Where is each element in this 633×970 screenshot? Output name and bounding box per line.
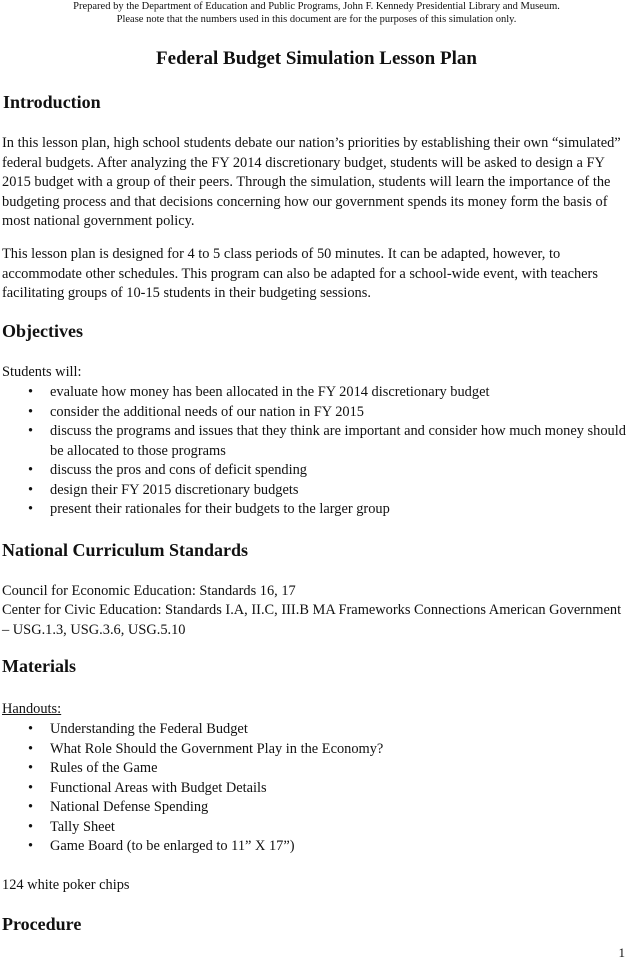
list-item: • design their FY 2015 discretionary budgets [2,481,627,501]
bullet-icon: • [28,384,34,400]
page-number: 1 [618,945,625,960]
list-item: • Functional Areas with Budget Details [2,779,627,799]
document-title: Federal Budget Simulation Lesson Plan [156,48,477,69]
list-item: • National Defense Spending [2,798,627,818]
standards-line-2: Center for Civic Education: Standards I.A, II.C, III.B MA Frameworks Connections American Government – USG.1.3, USG.3.6, USG.5.10 [2,602,622,638]
bullet-icon: • [28,799,34,815]
standards-heading: National Curriculum Standards [2,540,249,560]
list-item: • consider the additional needs of our nation in FY 2015 [2,403,627,423]
bullet-icon: • [28,838,34,854]
list-item: • evaluate how money has been allocated in the FY 2014 discretionary budget [2,383,627,403]
objectives-lead: Students will: [2,364,82,380]
list-item: • present their rationales for their budgets to the larger group [2,500,627,520]
list-item: • discuss the pros and cons of deficit spending [2,461,627,481]
list-item: • Understanding the Federal Budget [2,720,627,740]
bullet-icon: • [28,423,34,439]
procedure-heading: Procedure [2,914,82,934]
bullet-icon: • [28,779,34,796]
objectives-heading: Objectives [2,321,83,341]
bullet-icon: • [28,721,34,737]
introduction-paragraph-2: This lesson plan is designed for 4 to 5 class periods of 50 minutes. It can be adapted, however, to accommodate other schedules. This program can also be adapted for a school-wide event, with teachers facilitating groups of 10-15 students in their budgeting sessions. [2,246,598,301]
bullet-icon: • [28,481,34,498]
handouts-label: Handouts: [2,701,62,717]
materials-heading: Materials [2,656,76,676]
header-note-line-2: Please note that the numbers used in this document are for the purposes of this simulation only. [116,14,517,25]
list-item: • What Role Should the Government Play in the Economy? [2,740,627,760]
list-item: • discuss the programs and issues that they think are important and consider how much money should be allocated to those programs [28,423,626,459]
handouts-list [2,720,627,857]
objectives-list [2,383,627,520]
header-note-line-1: Prepared by the Department of Education and Public Programs, John F. Kennedy Presidential Library and Museum. [73,1,560,12]
introduction-paragraph-1: In this lesson plan, high school students debate our nation’s priorities by establishing their own “simulated” federal budgets. After analyzing the FY 2014 discretionary budget, students will be asked to design a FY 2015 budget with a group of their peers. Through the simulation, students will learn the importance of the budgeting process and that decisions concerning how our government spends its money form the basis of most national government policy. [2,135,621,229]
list-item: • Tally Sheet [2,818,627,838]
bullet-icon: • [28,740,34,757]
bullet-icon: • [28,818,34,835]
bullet-icon: • [28,462,34,478]
standards-line-1: Council for Economic Education: Standards 16, 17 [2,583,296,599]
poker-chips-line: 124 white poker chips [2,877,130,893]
list-item: • Game Board (to be enlarged to 11” X 17”) [2,837,627,857]
list-item: • Rules of the Game [2,759,627,779]
bullet-icon: • [28,501,34,517]
bullet-icon: • [28,403,34,420]
bullet-icon: • [28,760,34,776]
introduction-heading: Introduction [3,92,101,112]
